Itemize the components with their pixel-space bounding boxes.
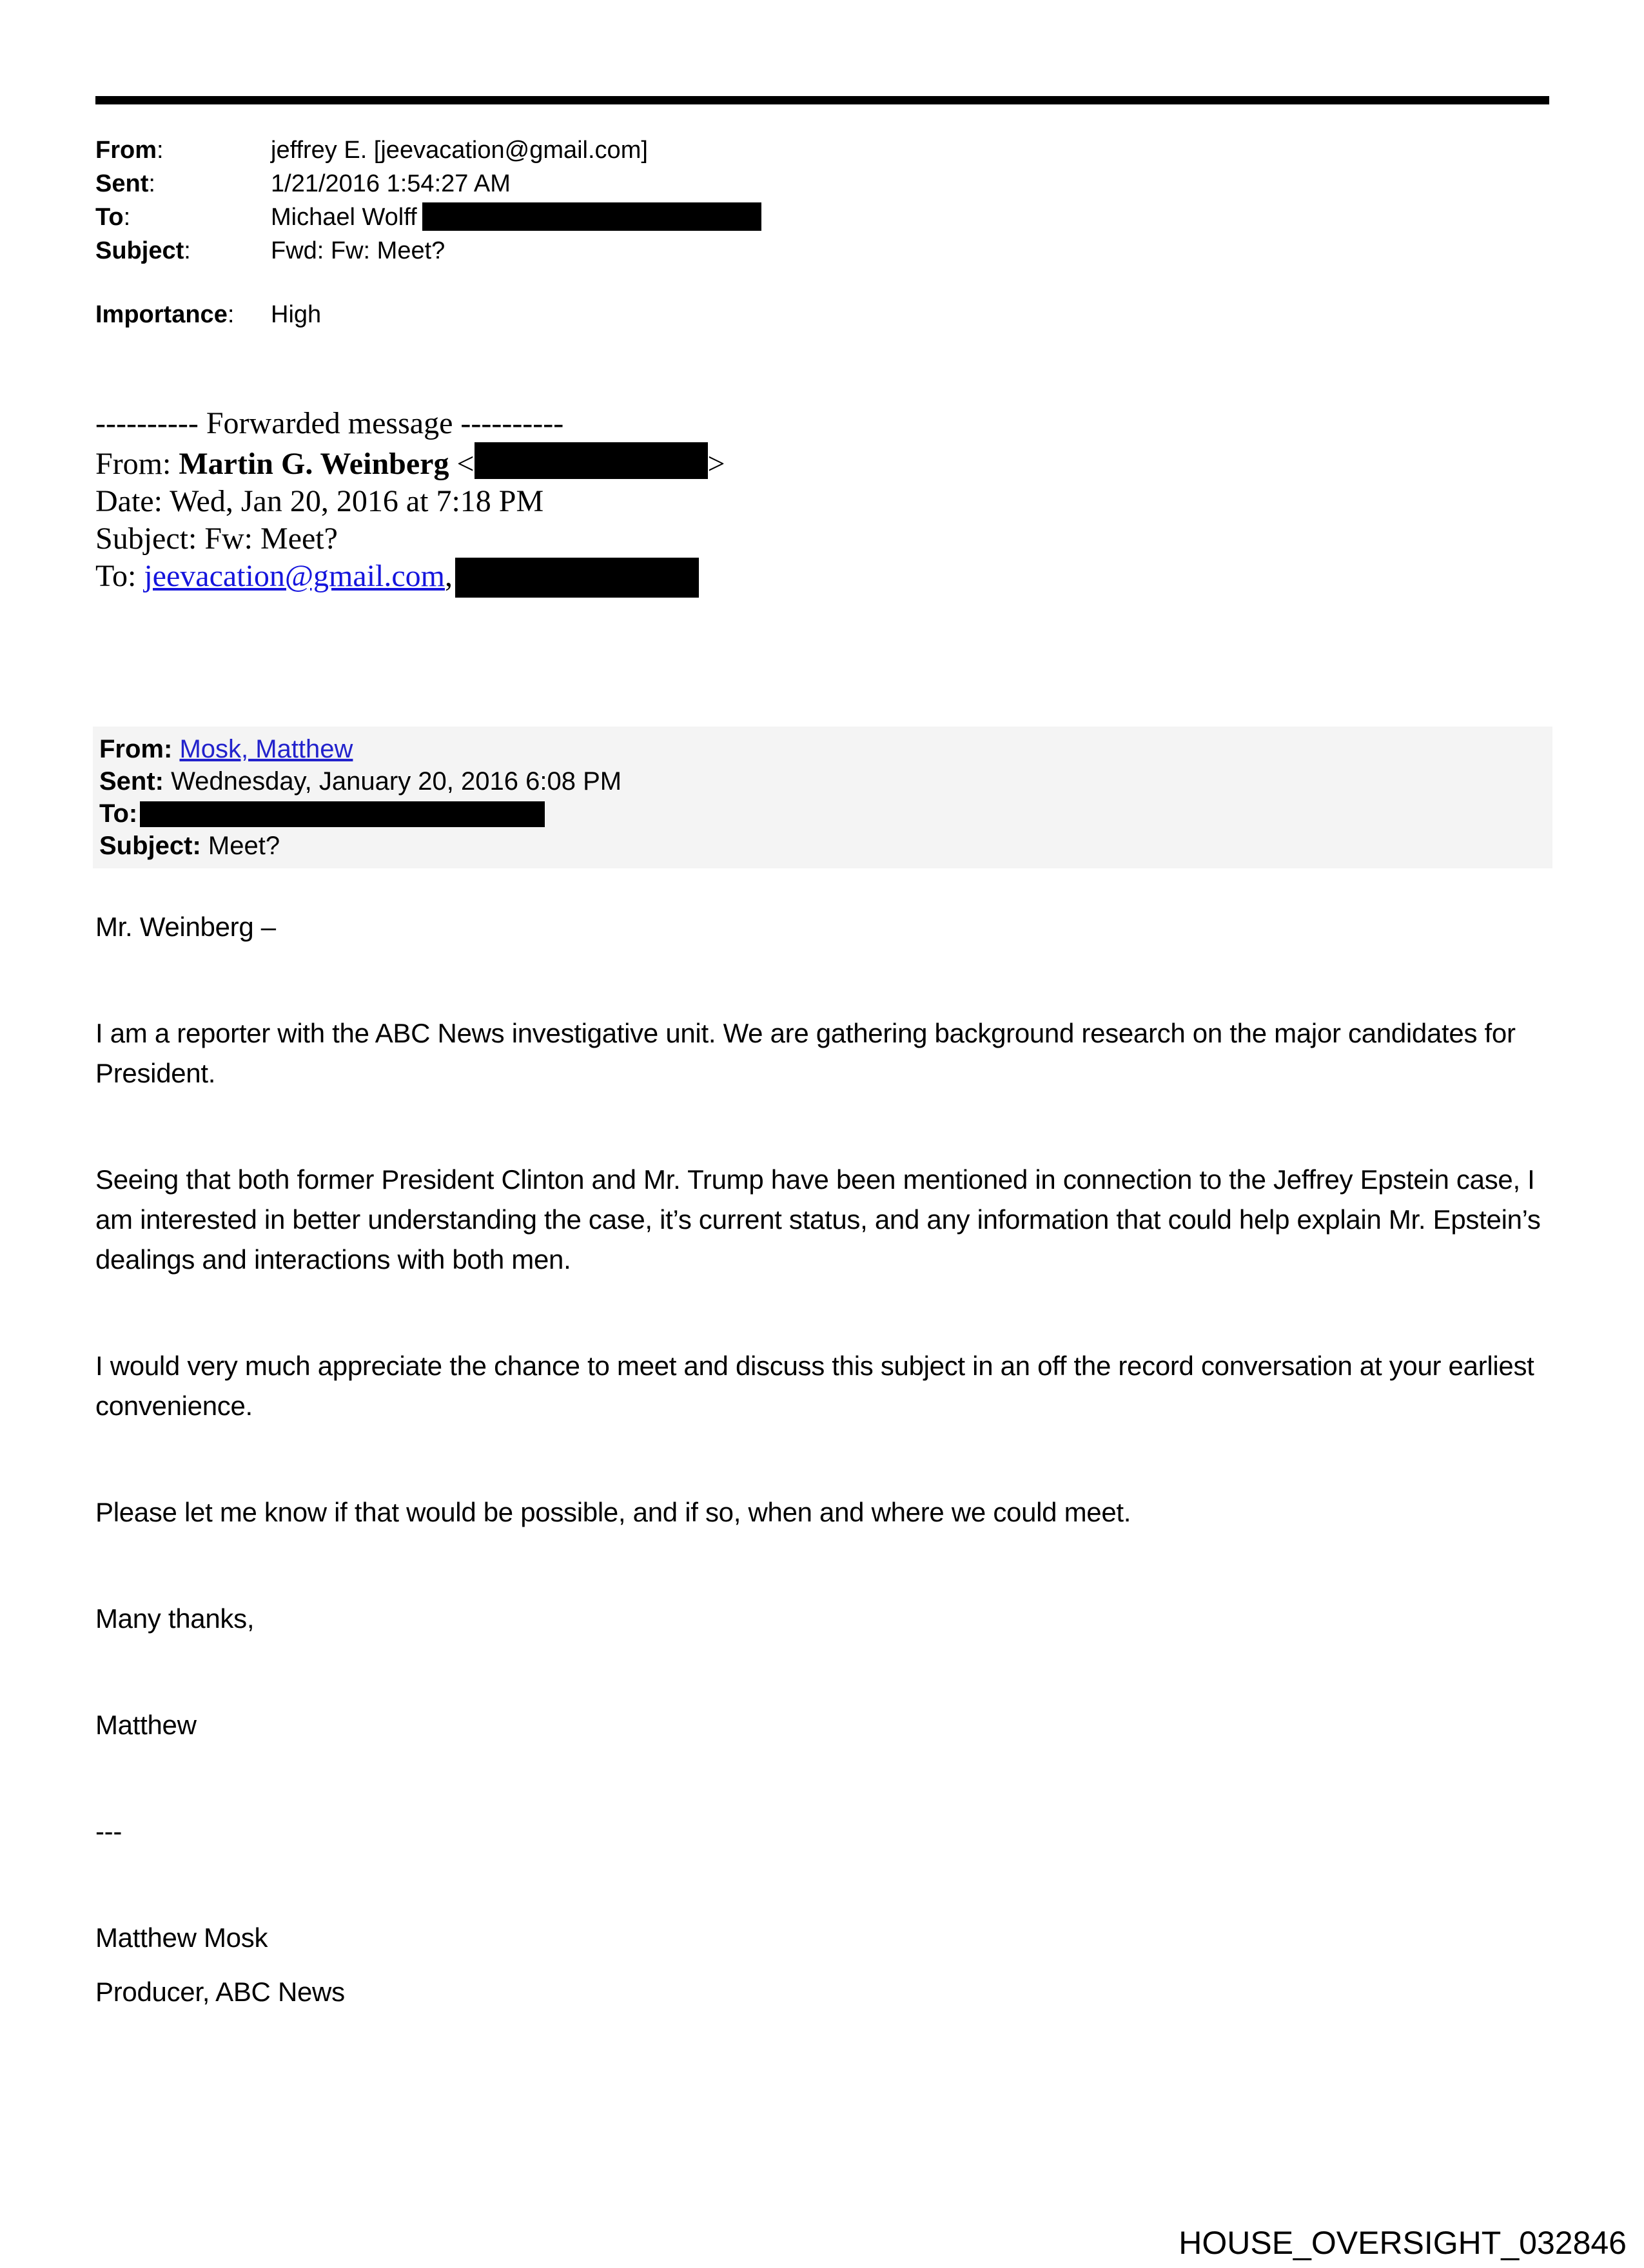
quoted-field-sent: Sent: Wednesday, January 20, 2016 6:08 PM xyxy=(99,767,622,796)
header-field-subject xyxy=(95,234,1554,268)
body-paragraph: I would very much appreciate the chance to meet and discuss this subject in an off the record conversation at your earliest convenience. xyxy=(95,1351,1534,1421)
quoted-field-from: From: Mosk, Matthew xyxy=(99,735,353,763)
body-paragraph: I am a reporter with the ABC News investigative unit. We are gathering background research on the major candidates for President. xyxy=(95,1018,1516,1088)
quoted-sent-value: Wednesday, January 20, 2016 6:08 PM xyxy=(171,767,622,796)
forwarded-subject-line: Subject: Fw: Meet? xyxy=(95,522,338,556)
body-signoff-name: Matthew xyxy=(95,1710,197,1740)
quoted-subject-value: Meet? xyxy=(208,832,280,860)
signature-title: Producer, ABC News xyxy=(95,1977,345,2007)
redaction-bar-to-recipient xyxy=(422,202,761,231)
from-label: From: xyxy=(95,137,164,164)
subject-value: Fwd: Fw: Meet? xyxy=(271,237,445,264)
from-value: jeffrey E. [jeevacation@gmail.com] xyxy=(271,137,648,164)
email-document-page xyxy=(0,96,1644,2012)
subject-label: Subject: xyxy=(95,237,191,264)
redaction-bar-forwarded-to-recipient xyxy=(455,558,699,598)
redaction-bar-quoted-to-recipient xyxy=(140,801,545,827)
header-divider-rule xyxy=(95,96,1549,104)
quoted-field-subject: Subject: Meet? xyxy=(99,832,280,860)
importance-value: High xyxy=(271,301,322,328)
signature-separator: --- xyxy=(95,1816,122,1846)
header-field-sent xyxy=(95,167,1554,200)
quoted-field-to: To: xyxy=(99,797,1552,830)
bates-number: HOUSE_OVERSIGHT_032846 xyxy=(1179,2225,1627,2261)
forwarded-to-line: To: jeevacation@gmail.com, xyxy=(95,558,1554,598)
email-body xyxy=(95,907,1578,2012)
body-paragraph: Please let me know if that would be possible, and if so, when and where we could meet. xyxy=(95,1497,1131,1527)
body-salutation: Mr. Weinberg – xyxy=(95,912,276,942)
forwarded-message-block xyxy=(95,405,1554,598)
mosk-matthew-link[interactable]: Mosk, Matthew xyxy=(179,735,353,763)
importance-label: Importance: xyxy=(95,301,235,328)
forwarded-message-divider: ---------- Forwarded message ---------- xyxy=(95,406,564,440)
quoted-email-header xyxy=(93,727,1552,868)
header-field-importance xyxy=(95,298,1554,331)
forwarded-from-line: From: Martin G. Weinberg < > xyxy=(95,442,1554,483)
signature-name: Matthew Mosk xyxy=(95,1922,268,1953)
header-field-to xyxy=(95,200,1554,234)
forwarded-from-name: Martin G. Weinberg xyxy=(179,447,449,481)
header-field-from xyxy=(95,133,1554,167)
sent-label: Sent: xyxy=(95,170,155,197)
body-paragraph: Seeing that both former President Clinton and Mr. Trump have been mentioned in connection to the Jeffrey Epstein case, I am interested in better understanding the case, it’s current status, and any information that could help explain Mr. Epstein’s dealings and interactions with both men. xyxy=(95,1164,1541,1275)
angle-open: < xyxy=(456,447,475,481)
outer-email-header xyxy=(95,133,1554,331)
angle-close: > xyxy=(707,447,725,481)
redaction-bar-forwarded-from-email xyxy=(475,442,708,479)
forwarded-date-line: Date: Wed, Jan 20, 2016 at 7:18 PM xyxy=(95,484,544,518)
sent-value: 1/21/2016 1:54:27 AM xyxy=(271,170,511,197)
to-label: To: xyxy=(95,204,131,231)
body-closing: Many thanks, xyxy=(95,1603,255,1634)
jeevacation-email-link[interactable]: jeevacation@gmail.com xyxy=(144,559,445,593)
to-value: Michael Wolff xyxy=(271,200,761,234)
